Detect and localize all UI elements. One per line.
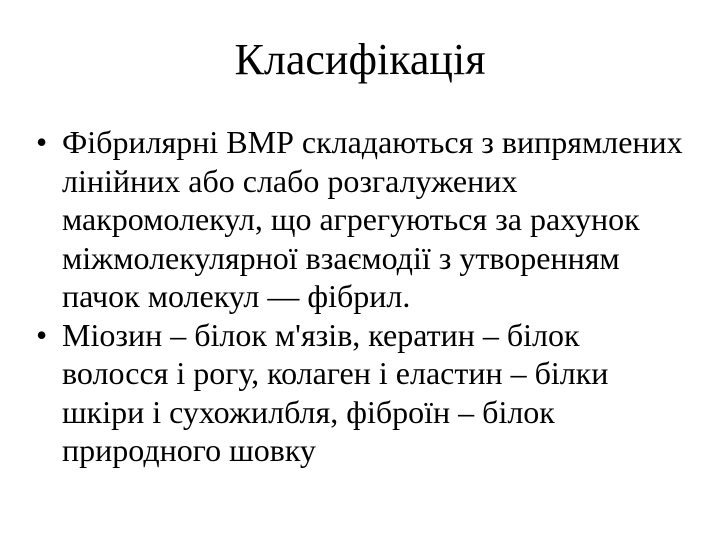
bullet-list [36,123,686,470]
bullet-line: Міозин – білок м'язів, кератин – білок [62,316,580,353]
bullet-line: Фібрилярні ВМР складаються з випрямлених [62,124,683,160]
bullet-line: волосся і рогу, колаген і еластин – білки [62,355,609,391]
bullet-mark: • [36,316,48,353]
bullet-line: макромолекул, що агрегуються за рахунок [62,201,640,237]
bullet-line: шкіри і сухожилбля, фіброїн – білок [62,393,555,430]
bullet-item [36,316,686,470]
bullet-line: міжмолекулярної взаємодії з утворенням [62,239,620,276]
slide-title: Класифікація [234,35,486,84]
bullet-line: пачок молекул — фібрил. [62,278,411,314]
bullet-line: лінійних або слабо розгалужених [62,162,518,199]
bullet-mark: • [36,124,48,160]
bullet-line: природного шовку [62,432,316,468]
bullet-item [36,123,686,316]
